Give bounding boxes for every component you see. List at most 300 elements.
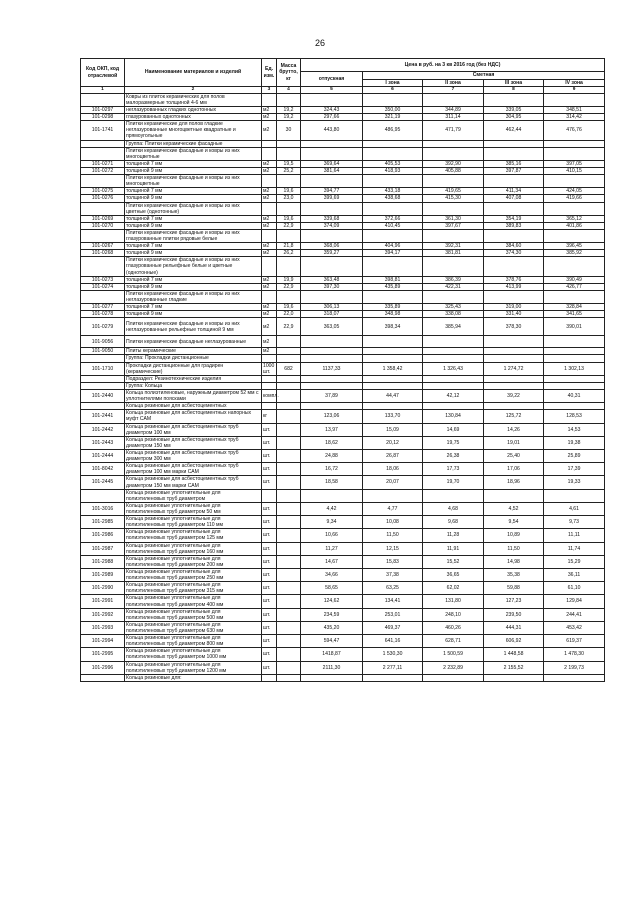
- row-price-zone4: 476,76: [544, 121, 605, 140]
- row-price-zone1: 63,25: [363, 582, 423, 595]
- row-price-zone4: [544, 229, 605, 242]
- col-number: 1: [81, 87, 125, 94]
- row-code: 101-9050: [81, 348, 125, 355]
- row-name: Плитки керамические фасадные и ковры из них цветные (однотонные): [125, 202, 262, 215]
- row-price-zone4: 328,84: [544, 304, 605, 311]
- row-price-release: 594,47: [301, 635, 363, 648]
- table-row: [81, 336, 605, 348]
- row-unit: шт.: [262, 661, 277, 674]
- row-name: Кольца резиновые уплотнительные для полиэтиленовых труб диаметром 500 мм: [125, 608, 262, 621]
- row-price-zone4: 396,45: [544, 243, 605, 250]
- row-unit: шт.: [262, 529, 277, 542]
- row-mass: 22,9: [277, 222, 301, 229]
- header-zone4: IV зона: [544, 79, 605, 87]
- row-name: Кольца резиновые для асбестоцементных труб диаметром 100 мм марки САМ: [125, 463, 262, 476]
- header-name: Наименование материалов и изделий: [125, 59, 262, 87]
- row-code: 101-2991: [81, 595, 125, 608]
- row-price-zone2: [423, 290, 484, 303]
- row-price-release: [301, 202, 363, 215]
- row-price-zone4: 419,66: [544, 195, 605, 202]
- row-mass: 19,6: [277, 188, 301, 195]
- table-row: [81, 160, 605, 167]
- row-price-release: 34,66: [301, 568, 363, 581]
- row-code: 101-0271: [81, 160, 125, 167]
- table-row: [81, 436, 605, 449]
- row-price-zone3: [484, 348, 544, 355]
- row-price-zone1: [363, 93, 423, 106]
- row-code: [81, 202, 125, 215]
- row-price-zone4: 128,53: [544, 410, 605, 423]
- row-price-release: 339,68: [301, 215, 363, 222]
- row-price-zone4: 424,05: [544, 188, 605, 195]
- row-price-zone1: 404,96: [363, 243, 423, 250]
- row-unit: м2: [262, 188, 277, 195]
- row-mass: [277, 410, 301, 423]
- row-price-zone2: 405,88: [423, 167, 484, 174]
- table-row: [81, 175, 605, 188]
- row-price-release: 58,65: [301, 582, 363, 595]
- row-price-release: 397,30: [301, 283, 363, 290]
- row-price-zone3: 25,40: [484, 450, 544, 463]
- row-price-zone2: 130,84: [423, 410, 484, 423]
- table-row: [81, 202, 605, 215]
- page-number: 26: [314, 38, 325, 48]
- table-row: [81, 355, 605, 362]
- row-mass: [277, 93, 301, 106]
- row-price-zone3: [484, 202, 544, 215]
- table-row: [81, 243, 605, 250]
- row-unit: шт.: [262, 648, 277, 661]
- row-unit: кг: [262, 410, 277, 423]
- table-row: [81, 375, 605, 382]
- table-row: [81, 195, 605, 202]
- row-price-zone3: 2 155,52: [484, 661, 544, 674]
- row-mass: 22,9: [277, 318, 301, 336]
- row-price-zone1: [363, 355, 423, 362]
- row-price-zone1: [363, 489, 423, 502]
- row-price-zone4: 341,65: [544, 311, 605, 318]
- row-price-zone4: 19,33: [544, 476, 605, 489]
- col-number: 6: [363, 87, 423, 94]
- row-mass: 21,8: [277, 243, 301, 250]
- table-row: [81, 423, 605, 436]
- row-price-zone1: [363, 202, 423, 215]
- row-name: толщиной 7 мм: [125, 160, 262, 167]
- row-code: 101-9056: [81, 336, 125, 348]
- row-unit: шт.: [262, 542, 277, 555]
- row-mass: [277, 648, 301, 661]
- row-price-zone1: 469,37: [363, 621, 423, 634]
- row-price-zone4: 385,92: [544, 250, 605, 257]
- row-price-zone3: [484, 257, 544, 276]
- table-row: [81, 140, 605, 147]
- row-price-release: [301, 674, 363, 681]
- row-name: неглазурованных гладких однотонных: [125, 106, 262, 113]
- row-name: Плитки керамические фасадные и ковры из них многоцветные: [125, 147, 262, 160]
- row-price-zone3: 14,98: [484, 555, 544, 568]
- row-code: 101-0278: [81, 311, 125, 318]
- row-code: 101-1710: [81, 362, 125, 375]
- row-price-zone3: [484, 290, 544, 303]
- row-unit: шт.: [262, 635, 277, 648]
- row-mass: 19,5: [277, 160, 301, 167]
- table-row: [81, 595, 605, 608]
- table-row: [81, 450, 605, 463]
- row-name: Плитки керамические фасадные и ковры из них многоцветные: [125, 175, 262, 188]
- table-row: [81, 167, 605, 174]
- row-unit: м2: [262, 195, 277, 202]
- row-unit: м2: [262, 304, 277, 311]
- row-unit: м2: [262, 318, 277, 336]
- row-price-zone3: [484, 382, 544, 389]
- table-row: [81, 542, 605, 555]
- row-mass: 22,9: [277, 283, 301, 290]
- row-price-zone1: 394,17: [363, 250, 423, 257]
- row-unit: шт.: [262, 555, 277, 568]
- row-unit: шт.: [262, 436, 277, 449]
- row-code: [81, 355, 125, 362]
- row-mass: 19,6: [277, 215, 301, 222]
- row-name: толщиной 7 мм: [125, 243, 262, 250]
- row-name: Кольца резиновые для асбестоцементных труб диаметром 100 мм: [125, 423, 262, 436]
- row-price-zone2: 26,38: [423, 450, 484, 463]
- row-mass: [277, 355, 301, 362]
- row-code: [81, 489, 125, 502]
- row-code: 101-2995: [81, 648, 125, 661]
- table-row: [81, 648, 605, 661]
- row-price-zone4: [544, 175, 605, 188]
- row-price-zone3: 1 274,72: [484, 362, 544, 375]
- row-price-zone3: 59,88: [484, 582, 544, 595]
- row-unit: [262, 290, 277, 303]
- row-price-release: [301, 489, 363, 502]
- row-unit: [262, 489, 277, 502]
- row-unit: м2: [262, 283, 277, 290]
- row-name: Кольца резиновые уплотнительные для полиэтиленовых труб диаметром 630 мм: [125, 621, 262, 634]
- row-code: 101-2989: [81, 568, 125, 581]
- row-unit: компл.: [262, 390, 277, 403]
- row-unit: [262, 375, 277, 382]
- row-price-zone4: 17,39: [544, 463, 605, 476]
- row-unit: [262, 93, 277, 106]
- row-price-zone3: 606,92: [484, 635, 544, 648]
- row-mass: [277, 463, 301, 476]
- row-unit: м2: [262, 114, 277, 121]
- col-number: 2: [125, 87, 262, 94]
- row-mass: 682: [277, 362, 301, 375]
- row-price-zone1: 134,41: [363, 595, 423, 608]
- row-price-zone2: 471,79: [423, 121, 484, 140]
- row-price-release: 1137,33: [301, 362, 363, 375]
- row-name: Кольца резиновые уплотнительные для полиэтиленовых труб диаметром 250 мм: [125, 568, 262, 581]
- table-row: [81, 529, 605, 542]
- row-price-release: 18,62: [301, 436, 363, 449]
- row-price-zone4: [544, 355, 605, 362]
- row-code: 101-2985: [81, 516, 125, 529]
- row-price-zone2: 392,31: [423, 243, 484, 250]
- row-price-release: 399,69: [301, 195, 363, 202]
- row-price-zone2: 62,02: [423, 582, 484, 595]
- row-mass: [277, 229, 301, 242]
- row-name: глазурованных однотонных: [125, 114, 262, 121]
- col-number: 8: [484, 87, 544, 94]
- row-code: 101-2994: [81, 635, 125, 648]
- row-unit: [262, 175, 277, 188]
- row-price-zone1: [363, 375, 423, 382]
- row-code: 101-0272: [81, 167, 125, 174]
- row-price-zone3: [484, 147, 544, 160]
- row-price-zone1: [363, 175, 423, 188]
- row-unit: шт.: [262, 595, 277, 608]
- row-price-release: 374,09: [301, 222, 363, 229]
- row-price-zone3: [484, 175, 544, 188]
- row-name: Кольца резиновые уплотнительные для полиэтиленовых труб диаметром 1200 мм: [125, 661, 262, 674]
- row-mass: [277, 147, 301, 160]
- row-price-zone1: 350,00: [363, 106, 423, 113]
- row-price-zone3: [484, 229, 544, 242]
- row-name: Группа: Кольца: [125, 382, 262, 389]
- row-price-zone3: 127,23: [484, 595, 544, 608]
- row-price-release: [301, 147, 363, 160]
- row-price-zone4: 244,41: [544, 608, 605, 621]
- row-price-zone1: 253,01: [363, 608, 423, 621]
- row-price-zone2: [423, 489, 484, 502]
- row-unit: м2: [262, 250, 277, 257]
- row-unit: м2: [262, 336, 277, 348]
- row-code: 101-2987: [81, 542, 125, 555]
- row-price-release: [301, 140, 363, 147]
- row-name: Группа: Плитки керамические фасадные: [125, 140, 262, 147]
- row-mass: [277, 175, 301, 188]
- row-price-zone2: 11,28: [423, 529, 484, 542]
- row-price-zone1: 18,06: [363, 463, 423, 476]
- row-price-zone1: 2 277,11: [363, 661, 423, 674]
- row-name: Плитки керамические для полов гладкие неглазурованные многоцветные квадратные и прямоугольные: [125, 121, 262, 140]
- row-code: 101-0270: [81, 222, 125, 229]
- row-name: Плитки керамические фасадные и ковры из них неглазурованные рельефные толщиной 9 мм: [125, 318, 262, 336]
- row-price-zone1: 433,18: [363, 188, 423, 195]
- row-price-zone1: [363, 348, 423, 355]
- col-number: 5: [301, 87, 363, 94]
- row-price-zone3: 18,96: [484, 476, 544, 489]
- row-code: 101-0279: [81, 318, 125, 336]
- row-name: толщиной 7 мм: [125, 304, 262, 311]
- row-price-zone2: 17,73: [423, 463, 484, 476]
- table-row: [81, 290, 605, 303]
- row-price-zone1: [363, 147, 423, 160]
- row-name: Кольца полиэтиленовые, наружным диаметром 52 мм с уплотнителями поясками: [125, 390, 262, 403]
- row-price-release: 369,64: [301, 160, 363, 167]
- row-price-zone4: 453,42: [544, 621, 605, 634]
- row-price-zone1: [363, 403, 423, 410]
- table-row: [81, 608, 605, 621]
- row-price-zone4: 15,29: [544, 555, 605, 568]
- row-price-zone2: [423, 257, 484, 276]
- table-row: [81, 318, 605, 336]
- row-price-zone2: [423, 175, 484, 188]
- row-price-release: 13,97: [301, 423, 363, 436]
- table-row: [81, 250, 605, 257]
- header-zone1: I зона: [363, 79, 423, 87]
- row-price-zone2: [423, 93, 484, 106]
- row-code: 101-2443: [81, 436, 125, 449]
- row-price-zone1: 4,77: [363, 502, 423, 515]
- row-price-release: 123,06: [301, 410, 363, 423]
- row-price-zone2: [423, 355, 484, 362]
- table-row: [81, 362, 605, 375]
- row-mass: [277, 390, 301, 403]
- row-price-zone4: 14,53: [544, 423, 605, 436]
- table-row: [81, 311, 605, 318]
- row-unit: м2: [262, 160, 277, 167]
- row-mass: [277, 542, 301, 555]
- row-price-zone2: 325,43: [423, 304, 484, 311]
- row-mass: [277, 382, 301, 389]
- row-code: [81, 290, 125, 303]
- row-price-zone2: [423, 229, 484, 242]
- row-mass: [277, 348, 301, 355]
- row-price-zone4: [544, 257, 605, 276]
- row-code: 101-0273: [81, 276, 125, 283]
- row-price-zone3: [484, 355, 544, 362]
- table-row: [81, 582, 605, 595]
- row-price-zone3: [484, 403, 544, 410]
- row-name: Кольца резиновые уплотнительные для полиэтиленовых труб диаметром: [125, 489, 262, 502]
- row-unit: шт.: [262, 608, 277, 621]
- row-price-zone3: 10,89: [484, 529, 544, 542]
- row-unit: м2: [262, 215, 277, 222]
- table-row: [81, 93, 605, 106]
- row-price-release: [301, 93, 363, 106]
- row-code: 101-1741: [81, 121, 125, 140]
- table-row: [81, 489, 605, 502]
- row-mass: [277, 621, 301, 634]
- row-price-zone3: 9,54: [484, 516, 544, 529]
- row-price-release: [301, 355, 363, 362]
- row-price-zone1: 398,34: [363, 318, 423, 336]
- row-price-release: 324,43: [301, 106, 363, 113]
- row-name: Кольца резиновые для асбестоцементных напорных муфт САМ: [125, 410, 262, 423]
- row-price-zone2: [423, 202, 484, 215]
- row-price-zone1: 44,47: [363, 390, 423, 403]
- row-code: 101-0274: [81, 283, 125, 290]
- row-price-zone2: [423, 375, 484, 382]
- row-name: Плиты керамические: [125, 348, 262, 355]
- row-name: толщиной 9 мм: [125, 283, 262, 290]
- table-row: [81, 257, 605, 276]
- row-name: Прокладки дистанционные для градирен (керамические): [125, 362, 262, 375]
- row-name: толщиной 9 мм: [125, 311, 262, 318]
- row-price-zone2: 11,91: [423, 542, 484, 555]
- row-price-release: 363,05: [301, 318, 363, 336]
- row-mass: [277, 290, 301, 303]
- table-row: [81, 188, 605, 195]
- row-price-zone4: 19,38: [544, 436, 605, 449]
- row-price-release: [301, 336, 363, 348]
- table-row: [81, 283, 605, 290]
- row-unit: м2: [262, 167, 277, 174]
- row-price-release: 18,58: [301, 476, 363, 489]
- row-price-zone4: [544, 403, 605, 410]
- row-price-zone2: [423, 382, 484, 389]
- table-row: [81, 410, 605, 423]
- row-price-zone3: 4,52: [484, 502, 544, 515]
- row-code: [81, 403, 125, 410]
- row-mass: [277, 436, 301, 449]
- row-unit: м2: [262, 348, 277, 355]
- row-price-zone3: 444,31: [484, 621, 544, 634]
- row-price-zone2: 397,67: [423, 222, 484, 229]
- header-zone3: III зона: [484, 79, 544, 87]
- row-name: толщиной 9 мм: [125, 195, 262, 202]
- row-price-zone4: 401,86: [544, 222, 605, 229]
- row-unit: шт.: [262, 423, 277, 436]
- table-row: [81, 635, 605, 648]
- row-price-zone3: 35,38: [484, 568, 544, 581]
- table-row: [81, 502, 605, 515]
- row-price-zone2: 15,52: [423, 555, 484, 568]
- row-unit: [262, 257, 277, 276]
- row-price-zone3: [484, 489, 544, 502]
- row-price-zone2: 381,81: [423, 250, 484, 257]
- row-unit: шт.: [262, 621, 277, 634]
- table-row: [81, 147, 605, 160]
- row-price-zone3: 19,01: [484, 436, 544, 449]
- row-price-zone2: [423, 403, 484, 410]
- row-price-release: 368,06: [301, 243, 363, 250]
- table-row: [81, 276, 605, 283]
- row-name: Кольца резиновые уплотнительные для полиэтиленовых труб диаметром 400 мм: [125, 595, 262, 608]
- table-row: [81, 661, 605, 674]
- row-price-release: 11,27: [301, 542, 363, 555]
- table-row: [81, 403, 605, 410]
- row-price-zone1: 438,68: [363, 195, 423, 202]
- row-price-zone4: [544, 140, 605, 147]
- table-row: [81, 382, 605, 389]
- table-row: [81, 114, 605, 121]
- row-unit: 1000 шт.: [262, 362, 277, 375]
- row-price-release: 363,48: [301, 276, 363, 283]
- row-price-zone4: [544, 202, 605, 215]
- row-unit: [262, 229, 277, 242]
- row-mass: [277, 608, 301, 621]
- row-price-zone2: 361,30: [423, 215, 484, 222]
- row-price-zone2: 36,65: [423, 568, 484, 581]
- row-code: 101-2996: [81, 661, 125, 674]
- row-name: толщиной 7 мм: [125, 276, 262, 283]
- row-price-release: [301, 290, 363, 303]
- row-name: Кольца резиновые для:: [125, 674, 262, 681]
- row-price-zone4: 25,89: [544, 450, 605, 463]
- row-price-release: 435,20: [301, 621, 363, 634]
- row-price-zone4: [544, 348, 605, 355]
- row-price-zone4: [544, 382, 605, 389]
- row-price-zone3: 385,16: [484, 160, 544, 167]
- row-name: Кольца резиновые уплотнительные для полиэтиленовых труб диаметром 1000 мм: [125, 648, 262, 661]
- row-price-zone2: 344,89: [423, 106, 484, 113]
- row-price-zone1: 486,95: [363, 121, 423, 140]
- row-price-release: 234,59: [301, 608, 363, 621]
- row-price-release: [301, 229, 363, 242]
- row-name: Ковры из плиток керамических для полов малоразмерные толщиной 4-6 мм: [125, 93, 262, 106]
- row-mass: [277, 555, 301, 568]
- row-unit: [262, 147, 277, 160]
- row-price-release: 297,66: [301, 114, 363, 121]
- row-code: [81, 674, 125, 681]
- row-unit: [262, 403, 277, 410]
- row-price-zone4: 390,49: [544, 276, 605, 283]
- row-price-release: 443,80: [301, 121, 363, 140]
